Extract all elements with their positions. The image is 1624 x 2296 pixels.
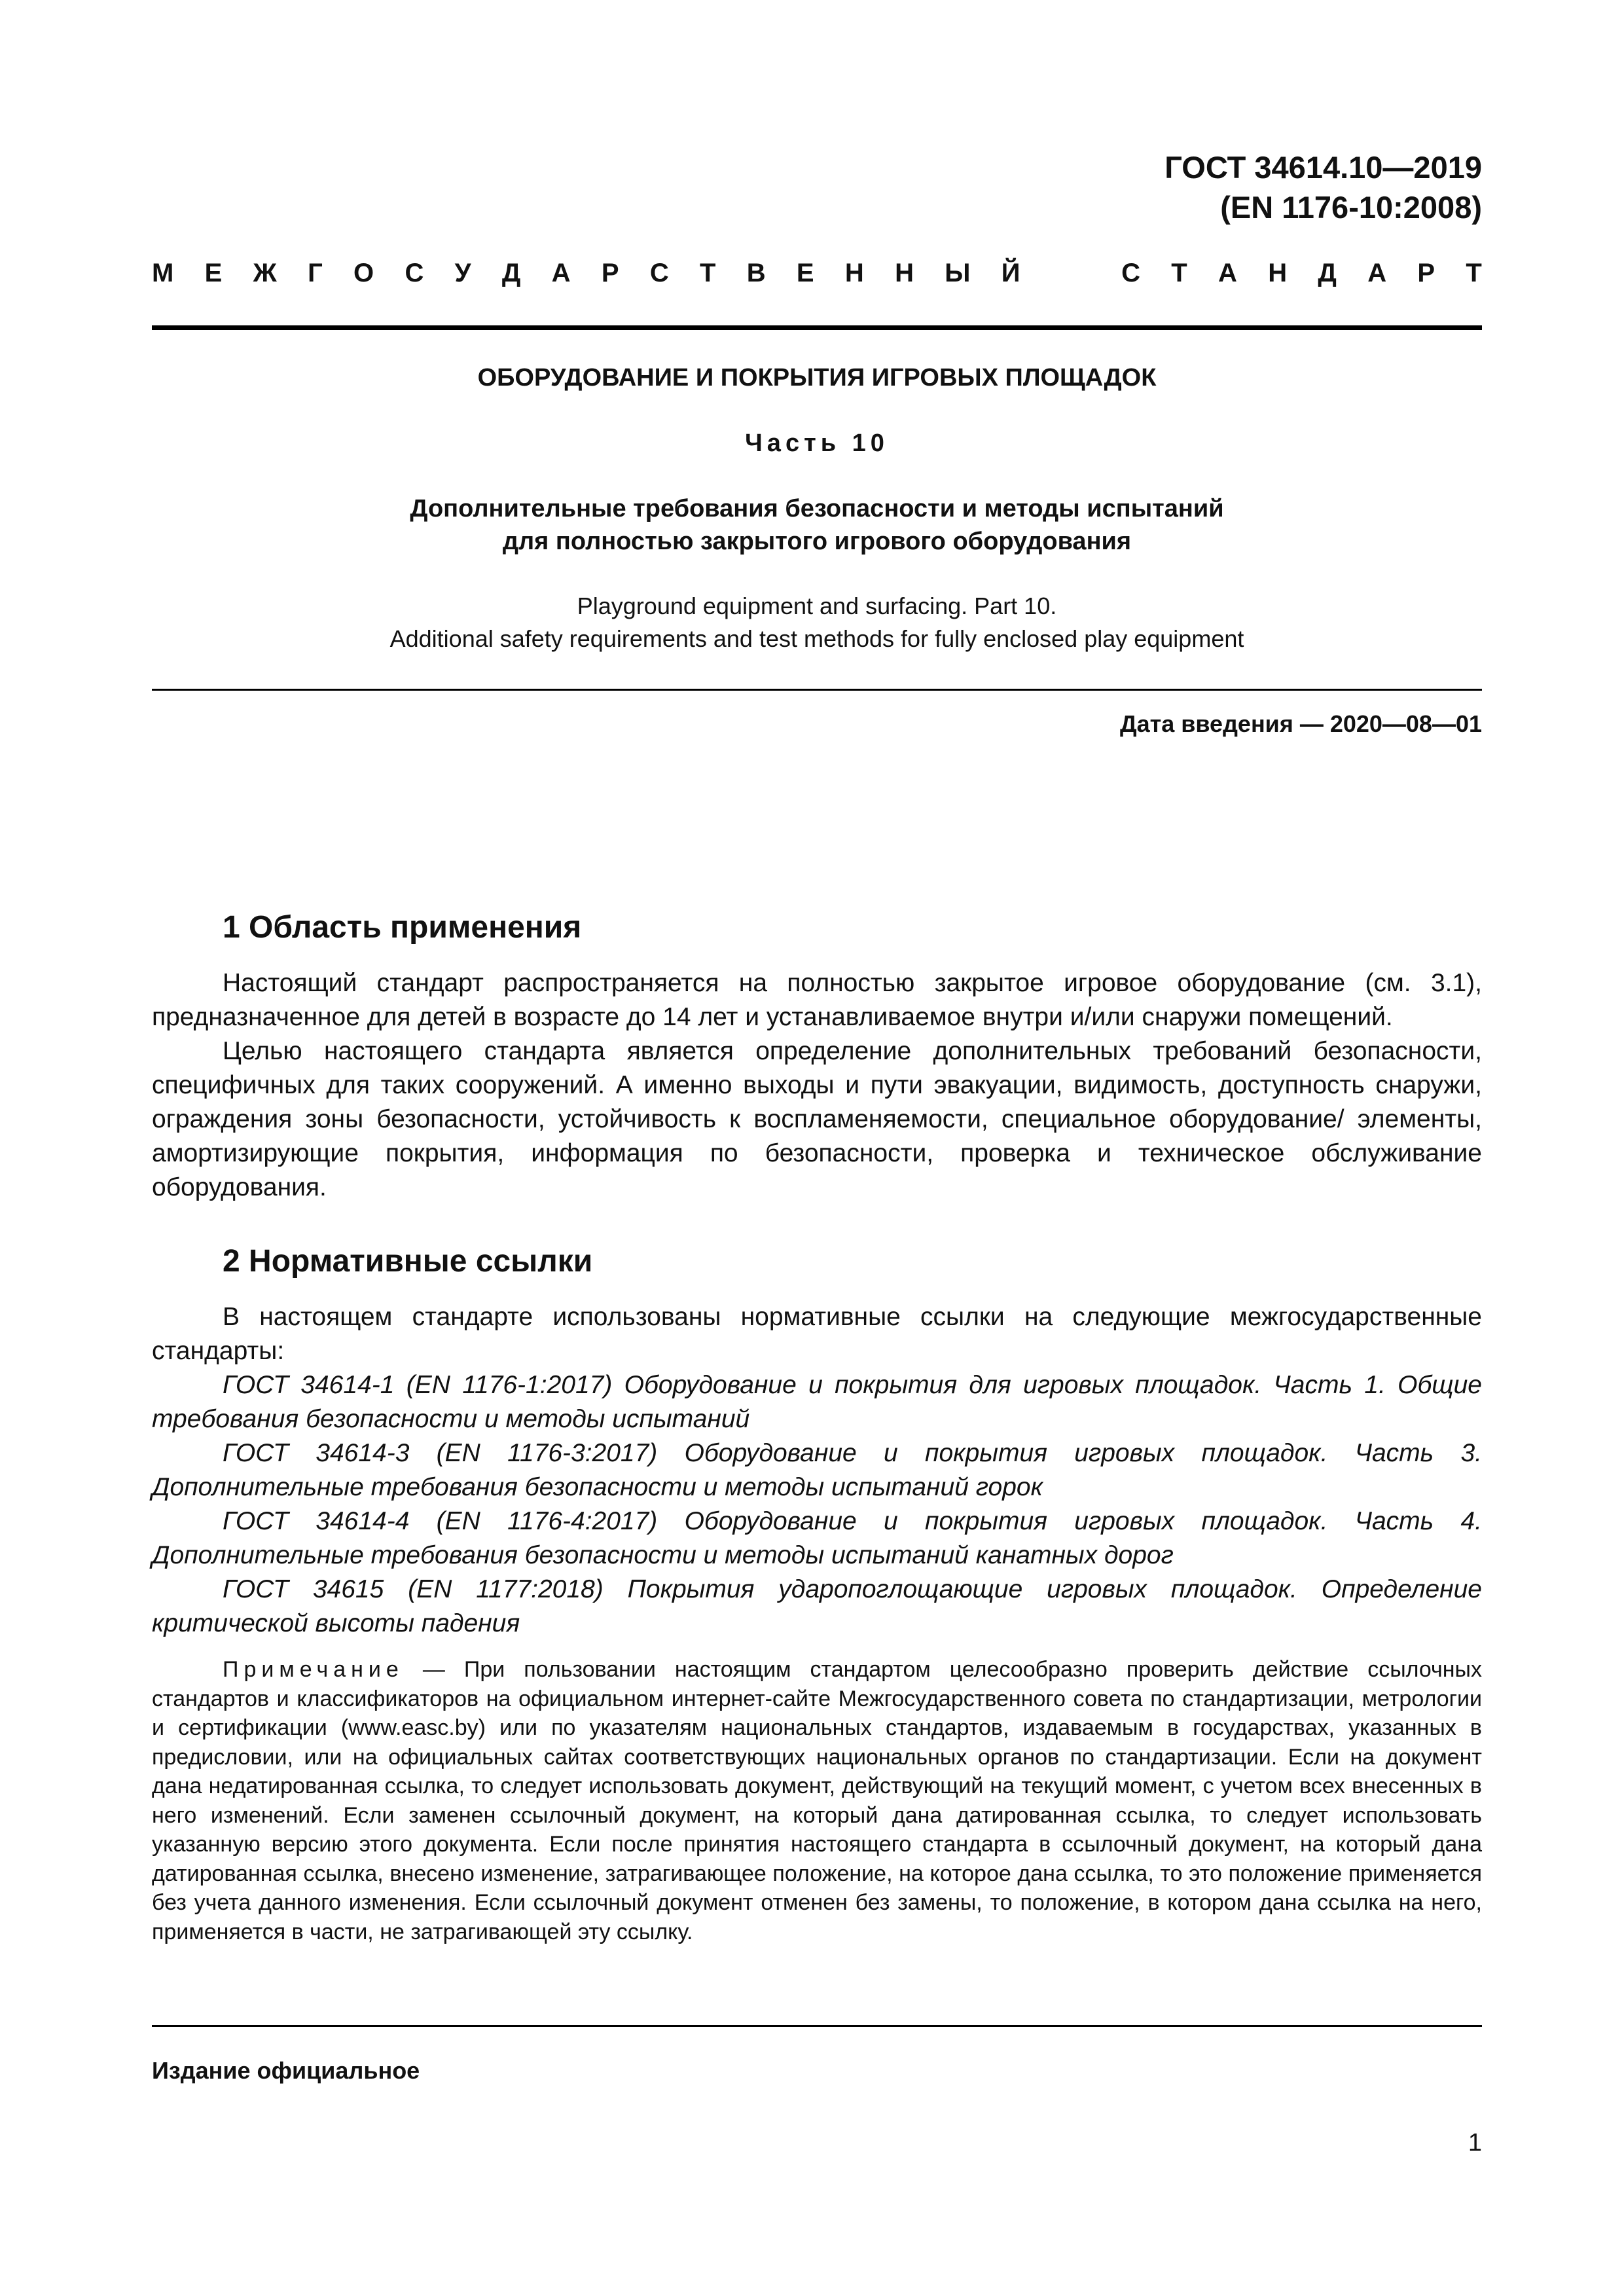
std-type-word2-letter: Т xyxy=(1466,259,1482,287)
section-1-heading: 1 Область применения xyxy=(223,910,582,945)
std-type-word1-letter: Д xyxy=(501,259,521,287)
note-label: Примечание xyxy=(223,1657,404,1682)
subtitle-line: Дополнительные требования безопасности и методы испытаний xyxy=(410,495,1224,522)
std-type-word1-letter: Ы xyxy=(945,259,971,287)
designation-gost: ГОСТ 34614.10—2019 xyxy=(1164,150,1482,185)
paragraph: Целью настоящего стандарта является определение дополнительных требований безопасности, специфичных для таких сооружений. А именно выходы и пути эвакуации, видимость, доступность снаружи, ограждения зоны безопасности, устойчивость к воспламеняемости, специальное оборудование/ элементы, амортизирующие покрытия, информация по безопасности, проверка и техническое обслуживание оборудования. xyxy=(152,1037,1482,1201)
english-title xyxy=(152,590,1482,655)
standard-designation xyxy=(1164,147,1482,227)
std-type-word1-letter: М xyxy=(152,259,174,287)
std-type-word1-letter: Е xyxy=(204,259,223,287)
std-type-word1-letter: Й xyxy=(1001,259,1020,287)
std-type-word1-letter: Е xyxy=(796,259,814,287)
footer-divider xyxy=(152,2025,1482,2027)
std-type-word1-letter: С xyxy=(649,259,669,287)
std-type-word1-letter: Т xyxy=(700,259,716,287)
main-title: ОБОРУДОВАНИЕ И ПОКРЫТИЯ ИГРОВЫХ ПЛОЩАДОК xyxy=(477,364,1157,392)
english-title-line: Additional safety requirements and test methods for fully enclosed play equipment xyxy=(389,625,1244,652)
note-block xyxy=(152,1655,1482,1946)
paragraph: В настоящем стандарте использованы нормативные ссылки на следующие межгосударственные стандарты: xyxy=(152,1303,1482,1365)
paragraph: Настоящий стандарт распространяется на полностью закрытое игровое оборудование (см. 3.1), предназначенное для детей в возрасте до 14 лет и устанавливаемое внутри и/или снаружи помещений. xyxy=(152,969,1482,1031)
section-2-body xyxy=(152,1300,1482,1641)
standard-type-heading xyxy=(152,257,1482,289)
reference-item: ГОСТ 34615 (EN 1177:2018) Покрытия ударопоглощающие игровых площадок. Определение критической высоты падения xyxy=(152,1575,1482,1637)
std-type-word1-letter: О xyxy=(353,259,374,287)
note-paragraph xyxy=(152,1655,1482,1946)
std-type-word2-letter: С xyxy=(1121,259,1140,287)
std-type-word1-letter: Н xyxy=(844,259,864,287)
reference-item: ГОСТ 34614-1 (EN 1176-1:2017) Оборудование и покрытия для игровых площадок. Часть 1. Общие требования безопасности и методы испытаний xyxy=(152,1371,1482,1433)
std-type-word2-letter: Т xyxy=(1171,259,1187,287)
introduction-date: Дата введения — 2020—08—01 xyxy=(1119,710,1482,737)
std-type-word1-letter: В xyxy=(746,259,766,287)
word-gap xyxy=(1051,257,1091,289)
subtitle xyxy=(152,492,1482,558)
title-divider xyxy=(152,689,1482,691)
std-type-word1-letter: Г xyxy=(308,259,323,287)
std-type-word1-letter: А xyxy=(551,259,571,287)
edition-label: Издание официальное xyxy=(152,2057,420,2084)
reference-item: ГОСТ 34614-4 (EN 1176-4:2017) Оборудование и покрытия игровых площадок. Часть 4. Дополнительные требования безопасности и методы испытаний канатных дорог xyxy=(152,1507,1482,1569)
std-type-word2-letter: Д xyxy=(1318,259,1337,287)
section-2-heading: 2 Нормативные ссылки xyxy=(223,1244,593,1279)
top-thick-divider xyxy=(152,325,1482,330)
section-1-body xyxy=(152,966,1482,1205)
page-number: 1 xyxy=(1468,2129,1482,2157)
reference-item: ГОСТ 34614-3 (EN 1176-3:2017) Оборудование и покрытия игровых площадок. Часть 3. Дополнительные требования безопасности и методы испытаний горок xyxy=(152,1439,1482,1501)
std-type-word2-letter: Р xyxy=(1417,259,1435,287)
std-type-word1-letter: С xyxy=(405,259,424,287)
std-type-word1-letter: Р xyxy=(601,259,619,287)
std-type-word2-letter: А xyxy=(1218,259,1237,287)
std-type-word1-letter: Ж xyxy=(253,259,277,287)
english-title-line: Playground equipment and surfacing. Part 10. xyxy=(577,592,1057,619)
part-title: Часть 10 xyxy=(745,429,889,457)
std-type-word1-letter: Н xyxy=(895,259,914,287)
designation-en: (EN 1176-10:2008) xyxy=(1220,190,1482,225)
std-type-word1-letter: У xyxy=(454,259,471,287)
std-type-word2-letter: А xyxy=(1367,259,1387,287)
note-text: — При пользовании настоящим стандартом целесообразно проверить действие ссылочных стандартов и классификаторов на официальном интернет-сайте Межгосударственного совета по стандартизации, метрологии и сертификации (www.easc.by) или по указателям национальных стандартов, издаваемым в государствах, указанных в предисловии, или на официальных сайтах соответствующих национальных органов по стандартизации. Если на документ дана недатированная ссылка, то следует использовать документ, действующий на текущий момент, с учетом всех внесенных в него изменений. Если заменен ссылочный документ, на который дана датированная ссылка, то следует использовать указанную версию этого документа. Если после принятия настоящего стандарта в ссылочный документ, на который дана датированная ссылка, внесено изменение, затрагивающее положение, на которое дана ссылка, то это положение применяется без учета данного изменения. Если ссылочный документ отменен без замены, то положение, в котором дана ссылка на него, применяется в части, не затрагивающей эту ссылку. xyxy=(152,1657,1482,1944)
subtitle-line: для полностью закрытого игрового оборудования xyxy=(502,528,1132,555)
std-type-word2-letter: Н xyxy=(1268,259,1288,287)
